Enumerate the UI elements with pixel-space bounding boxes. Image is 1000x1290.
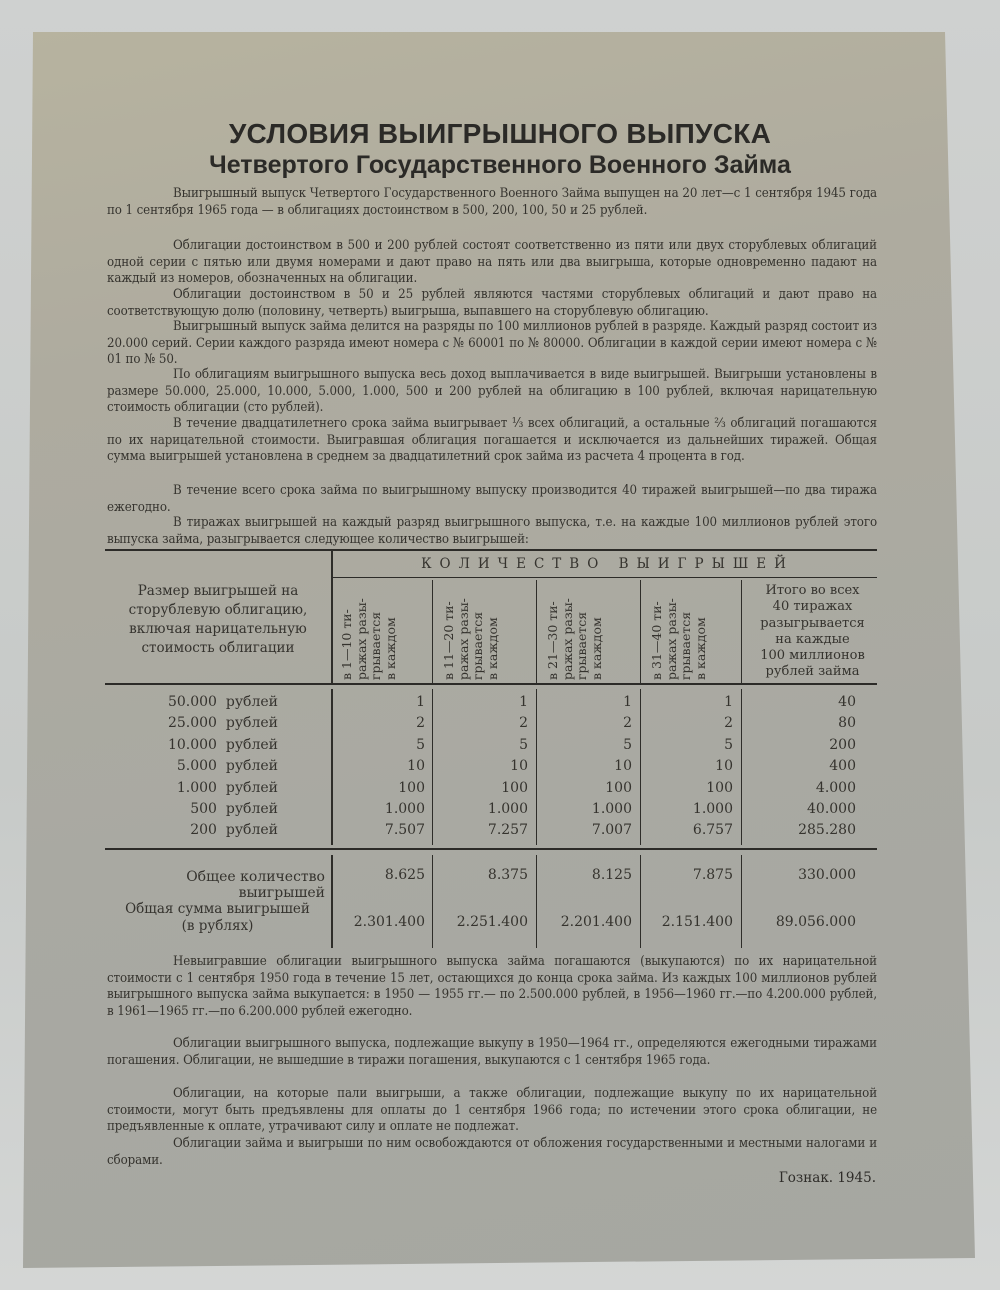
count-cell: 5 xyxy=(724,736,733,753)
count-cell: 2 xyxy=(519,715,528,732)
header-bottom-rule xyxy=(105,683,877,685)
prize-amount-value: 1.000 xyxy=(176,779,217,796)
paragraph-tax-exemption: Облигации займа и выигрыши по ним освобождаются от обложения государственными и местными налогами и сборами. xyxy=(107,1136,877,1168)
column-divider xyxy=(741,689,742,845)
count-cell: 2 xyxy=(416,715,425,732)
prize-amount-unit: рублей xyxy=(225,822,278,839)
total-count-cell: 4.000 xyxy=(815,779,856,796)
prize-amount-unit: рублей xyxy=(225,736,278,753)
total-count-value: 7.875 xyxy=(692,867,733,883)
column-header-21-30 xyxy=(546,585,641,680)
count-cell: 5 xyxy=(416,736,425,753)
group-header-rule xyxy=(333,577,877,578)
total-sum-value: 2.151.400 xyxy=(661,914,733,930)
column-header-line: в 21—30 ти- xyxy=(545,601,560,680)
column-header-line: в 11—20 ти- xyxy=(441,601,456,680)
total-header-line: 40 тиражах xyxy=(772,599,853,615)
total-count-value: 330.000 xyxy=(798,867,856,883)
total-count-cell: 80 xyxy=(838,715,856,732)
column-header-line: в 31—40 ти- xyxy=(649,601,664,680)
prize-amount xyxy=(105,758,278,774)
column-header-line: ражах разы- xyxy=(353,598,369,680)
prize-amount xyxy=(105,780,278,796)
document-title: УСЛОВИЯ ВЫИГРЫШНОГО ВЫПУСКА xyxy=(228,118,772,149)
prize-amount xyxy=(105,801,278,817)
count-cell: 1 xyxy=(519,694,528,710)
column-header-total xyxy=(745,583,880,681)
count-cell: 1 xyxy=(724,694,733,710)
paragraph-income: По облигациям выигрышного выпуска весь доход выплачивается в виде выигрышей. Выигрыши установлены в размере 50.000, 25.000, 10.000, 5.000, 1.000, 500 и 200 рублей на облигацию в 100 рублей, включая нарицательную стоимость облигации (сто рублей). xyxy=(107,367,877,416)
totals-rule xyxy=(105,848,877,850)
prize-amount-value: 10.000 xyxy=(167,736,217,753)
paragraph-term: Выигрышный выпуск Четвертого Государственного Военного Займа выпущен на 20 лет—с 1 сентября 1945 года по 1 сентября 1965 года — в облигациях достоинством в 500, 200, 100, 50 и 25 рублей. xyxy=(107,186,877,218)
total-count-cell: 400 xyxy=(829,758,856,775)
paragraph-table-intro: В тиражах выигрышей на каждый разряд выигрышного выпуска, т.е. на каждые 100 миллионов рублей этого выпуска займа, разыгрывается следующее количество выигрышей: xyxy=(107,515,877,547)
prize-amount-unit: рублей xyxy=(225,758,278,775)
document-subtitle: Четвертого Государственного Военного Займа xyxy=(209,151,791,179)
total-count-cell: 200 xyxy=(829,736,856,753)
column-divider xyxy=(741,855,742,948)
column-header-line: грывается xyxy=(678,611,693,680)
total-sum-value: 2.251.400 xyxy=(456,914,528,930)
count-cell: 100 xyxy=(605,779,632,796)
paragraph-denominations: Облигации достоинством в 500 и 200 рублей состоят соответственно из пяти или двух сторублевых облигаций одной серии с пятью или двумя номерами и дают право на пять или два выигрыша, которые одновременно падают на каждый из номеров, обозначенных на облигации. xyxy=(107,238,877,287)
count-cell: 1.000 xyxy=(692,801,733,817)
column-header-line: в каждом xyxy=(484,617,500,680)
count-cell: 100 xyxy=(501,779,528,796)
paragraph-redemption: Невыигравшие облигации выигрышного выпуска займа погашаются (выкупаются) по их нарицательной стоимости с 1 сентября 1950 года в течение 15 лет, остающихся до конца срока займа. Из каждых 100 миллионов рублей выигрышного выпуска займа выкупается: в 1950 — 1955 гг.— по 2.500.000 рублей, в 1956—1960 гг.—по 4.200.000 рублей, в 1961—1965 гг.—по 6.200.000 рублей ежегодно. xyxy=(107,954,877,1019)
prize-amount xyxy=(105,737,278,753)
paragraph-fractions: Облигации достоинством в 50 и 25 рублей являются частями сторублевых облигаций и дают право на соответствующую долю (половину, четверть) выигрыша, выпавшего на сторублевую облигацию. xyxy=(107,287,877,319)
column-header-line: в каждом xyxy=(588,617,604,680)
total-sum-value: 2.201.400 xyxy=(560,914,632,930)
column-header-line: ражах разы- xyxy=(663,598,679,680)
total-header-line: 100 миллионов xyxy=(760,648,865,664)
total-sum-label-line: Общая сумма выигрышей xyxy=(125,901,310,917)
row-header: Размер выигрышей на сторублевую облигацию, включая нарицательную стоимость облигации xyxy=(128,583,308,656)
column-header-line: ражах разы- xyxy=(455,598,471,680)
paragraph-series: Выигрышный выпуск займа делится на разряды по 100 миллионов рублей в разряде. Каждый разряд состоит из 20.000 серий. Серии каждого разряда имеют номера с № 60001 по № 80000. Облигации в каждой серии имеют номера с № 01 по № 50. xyxy=(107,319,877,368)
column-header-line: грывается xyxy=(368,611,383,680)
count-cell: 7.007 xyxy=(591,822,632,839)
count-cell: 1.000 xyxy=(487,801,528,817)
paragraph-redemption-draws: Облигации выигрышного выпуска, подлежащие выкупу в 1950—1964 гг., определяются ежегодными тиражами погашения. Облигации, не вышедшие в тиражи погашения, выкупаются с 1 сентября 1965 года. xyxy=(107,1036,877,1068)
prize-amount-unit: рублей xyxy=(225,801,278,817)
total-count-label: Общее количество выигрышей xyxy=(186,869,325,901)
column-divider xyxy=(331,551,333,683)
column-header-line: в каждом xyxy=(382,617,398,680)
prize-amount-unit: рублей xyxy=(225,779,278,796)
total-header-line: на каждые xyxy=(775,631,850,647)
count-cell: 1.000 xyxy=(591,801,632,817)
column-divider xyxy=(432,689,433,845)
count-cell: 5 xyxy=(519,736,528,753)
total-sum-label-line: (в рублях) xyxy=(181,918,254,934)
total-count-value: 8.125 xyxy=(591,867,632,883)
total-count-value: 8.375 xyxy=(487,867,528,883)
column-header-line: грывается xyxy=(574,611,589,680)
count-cell: 100 xyxy=(706,779,733,796)
count-cell: 100 xyxy=(398,779,425,796)
column-divider xyxy=(640,689,641,845)
count-cell: 7.257 xyxy=(487,822,528,839)
paragraph-share: В течение двадцатилетнего срока займа выигрывает ⅓ всех облигаций, а остальные ⅔ облигаций погашаются по их нарицательной стоимости. Выигравшая облигация погашается и исключается из дальнейших тиражей. Общая сумма выигрышей установлена в среднем за двадцатилетний срок займа из расчета 4 процента в год. xyxy=(107,416,877,465)
count-cell: 2 xyxy=(623,715,632,732)
group-header: КОЛИЧЕСТВО ВЫИГРЫШЕЙ xyxy=(421,556,794,572)
total-sum-label xyxy=(110,901,325,935)
column-divider xyxy=(536,689,537,845)
prize-amount-unit: рублей xyxy=(225,715,278,732)
count-cell: 6.757 xyxy=(692,822,733,839)
prize-amount-value: 50.000 xyxy=(167,694,217,710)
count-cell: 5 xyxy=(623,736,632,753)
total-count-cell: 40 xyxy=(838,694,856,710)
count-cell: 1 xyxy=(416,694,425,710)
count-cell: 1.000 xyxy=(384,801,425,817)
total-count-cell: 40.000 xyxy=(807,801,856,817)
count-cell: 10 xyxy=(510,758,528,775)
total-count-cell: 285.280 xyxy=(798,822,856,839)
count-cell: 10 xyxy=(715,758,733,775)
printer-imprint: Гознак. 1945. xyxy=(778,1170,876,1186)
prize-amount xyxy=(105,715,278,731)
total-count-value: 8.625 xyxy=(384,867,425,883)
column-header-line: в каждом xyxy=(692,617,708,680)
column-header-line: ражах разы- xyxy=(559,598,575,680)
total-header-line: разыгрывается xyxy=(760,615,865,631)
prize-amount xyxy=(105,694,278,710)
prize-amount-unit: рублей xyxy=(225,694,278,710)
column-header-11-20 xyxy=(442,585,537,680)
count-cell: 10 xyxy=(407,758,425,775)
count-cell: 1 xyxy=(623,694,632,710)
paragraph-draws: В течение всего срока займа по выигрышному выпуску производится 40 тиражей выигрышей—по два тиража ежегодно. xyxy=(107,483,877,515)
total-header-line: рублей займа xyxy=(765,664,860,680)
prize-amount-value: 5.000 xyxy=(176,758,217,775)
prize-amount-value: 500 xyxy=(190,801,217,817)
prize-amount-value: 25.000 xyxy=(167,715,217,732)
column-header-31-40 xyxy=(650,585,745,680)
count-cell: 2 xyxy=(724,715,733,732)
count-cell: 10 xyxy=(614,758,632,775)
column-header-1-10 xyxy=(340,585,435,680)
paragraph-payment-deadline: Облигации, на которые пали выигрыши, а также облигации, подлежащие выкупу по их нарицательной стоимости, могут быть предъявлены для оплаты до 1 сентября 1966 года; по истечении этого срока облигации, не предъявленные к оплате, утрачивают силу и оплате не подлежат. xyxy=(107,1086,877,1135)
count-cell: 7.507 xyxy=(384,822,425,839)
prize-amount xyxy=(105,822,278,838)
total-sum-value: 2.301.400 xyxy=(353,914,425,930)
table-top-rule xyxy=(105,549,877,551)
total-header-line: Итого во всех xyxy=(765,583,860,598)
column-divider xyxy=(331,689,333,845)
column-header-line: в 1—10 ти- xyxy=(339,609,354,680)
total-sum-value: 89.056.000 xyxy=(775,914,856,930)
prize-amount-value: 200 xyxy=(190,822,217,839)
column-header-line: грывается xyxy=(470,611,485,680)
